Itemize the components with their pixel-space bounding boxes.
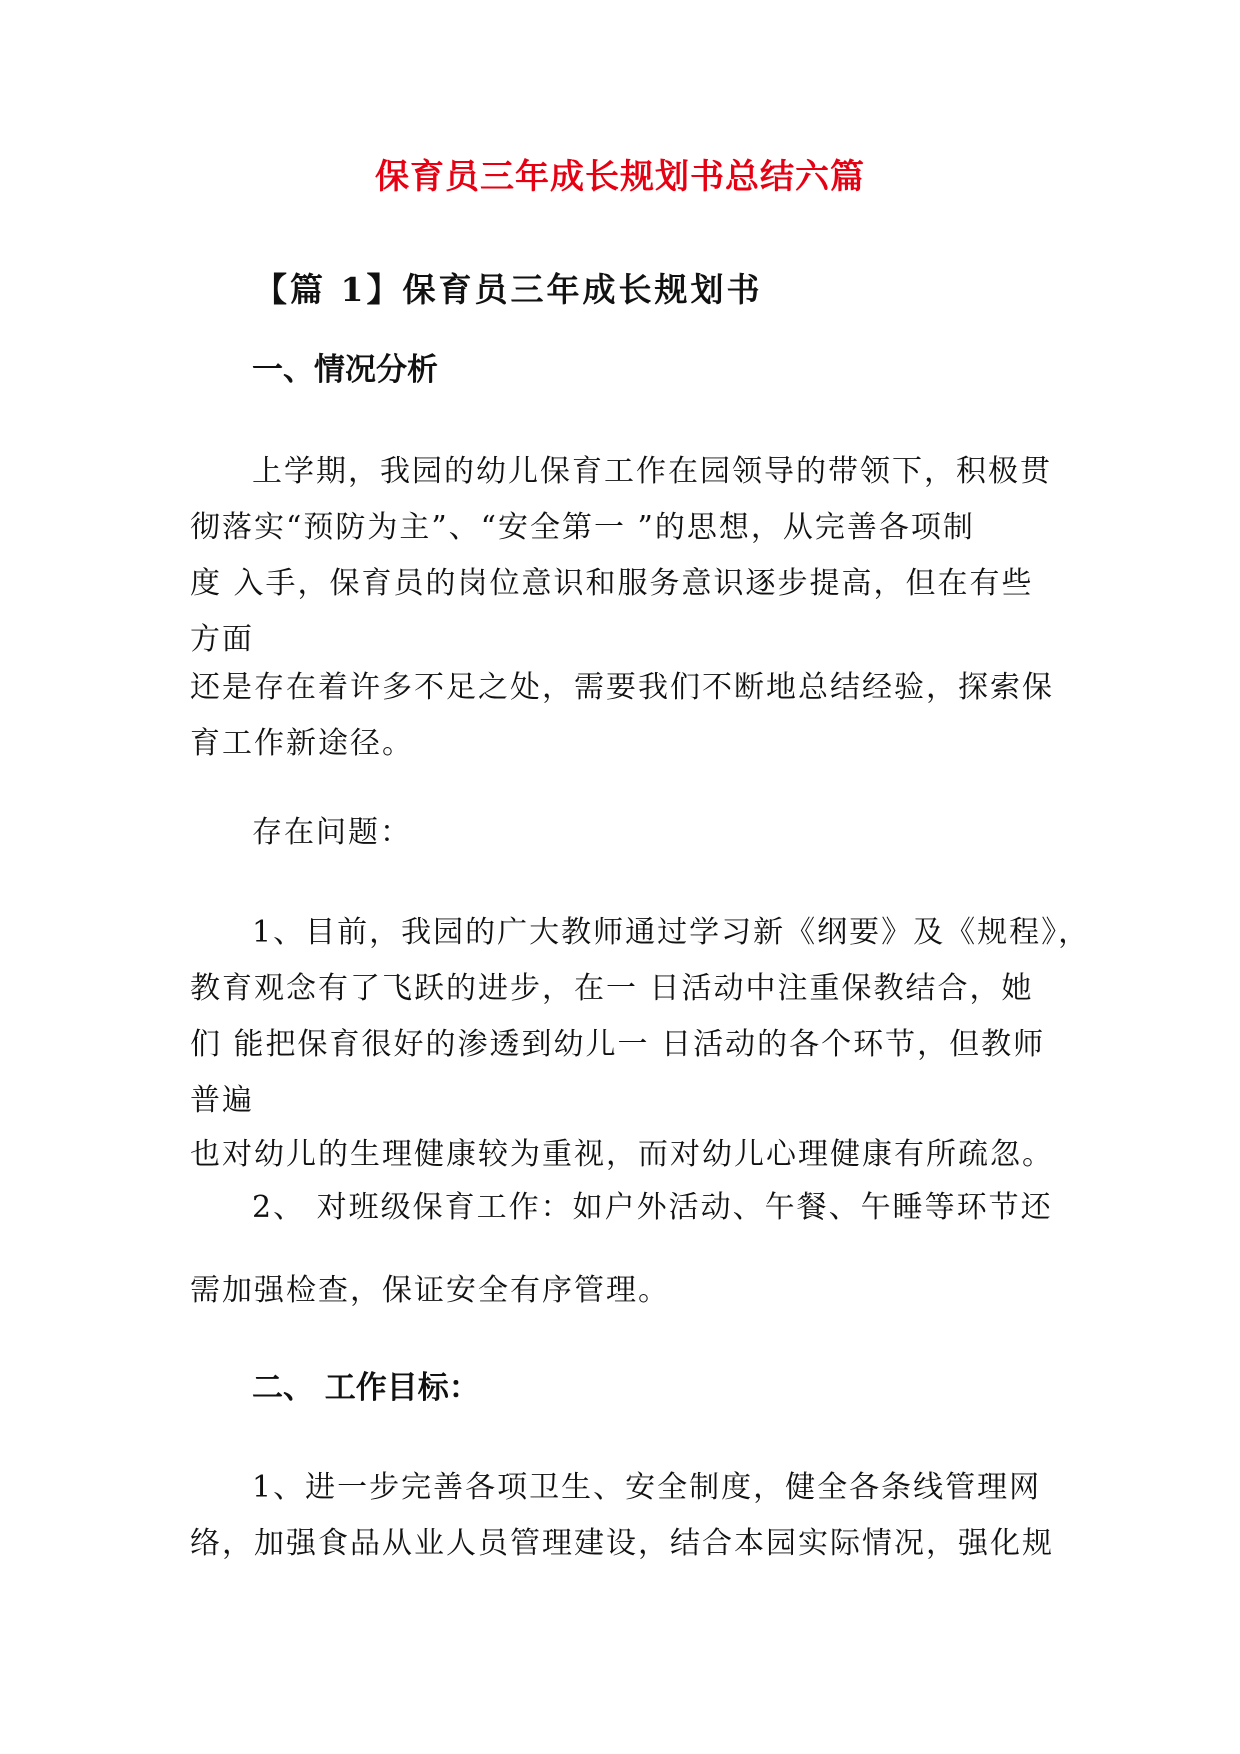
paragraph-line: 1、目前，我园的广大教师通过学习新《纲要》及《规程》， [252,915,1091,950]
paragraph-line: 育工作新途径。 [190,726,414,761]
paragraph-line: 1、进一步完善各项卫生、安全制度，健全各条线管理网 [252,1470,1042,1505]
paragraph-line: 还是存在着许多不足之处，需要我们不断地总结经验，探索保 [190,670,1054,705]
section-heading-situation-analysis: 一、情况分析 [252,352,438,388]
article-title: 【篇 1】保育员三年成长规划书 [254,270,763,309]
problems-label: 存在问题： [252,815,412,850]
paragraph-problem-1-continued [190,1127,1054,1183]
paragraph-line: 络，加强食品从业人员管理建设，结合本园实际情况，强化规 [190,1526,1054,1561]
paragraph-problem-2 [190,1180,1053,1236]
paragraph-line: 上学期，我园的幼儿保育工作在园领导的带领下，积极贯 [252,454,1052,489]
paragraph-line: 彻落实“预防为主”、“安全第一 ”的思想，从完善各项制 [190,510,975,545]
section-heading-work-goals: 二、 工作目标： [252,1370,480,1406]
paragraph-line: 度 入手，保育员的岗位意识和服务意识逐步提高，但在有些 [190,566,1034,601]
paragraph-line: 方面 [190,622,254,657]
document-title: 保育员三年成长规划书总结六篇 [375,157,865,197]
paragraph-line: 们 能把保育很好的渗透到幼儿一 日活动的各个环节，但教师 [190,1027,1046,1062]
paragraph-line: 也对幼儿的生理健康较为重视，而对幼儿心理健康有所疏忽。 [190,1137,1054,1172]
paragraph-goal-1 [190,1460,1054,1572]
paragraph-line: 2、 对班级保育工作：如户外活动、午餐、午睡等环节还 [252,1190,1053,1225]
paragraph-line: 需加强检查，保证安全有序管理。 [190,1273,670,1308]
paragraph-line: 普遍 [190,1083,254,1118]
paragraph-problem-1 [190,905,1091,1129]
paragraph-continued [190,660,1054,772]
paragraph-problem-2-continued [190,1263,1050,1319]
paragraph-line: 教育观念有了飞跃的进步，在一 日活动中注重保教结合，她 [190,971,1034,1006]
paragraph-situation [190,444,1050,668]
